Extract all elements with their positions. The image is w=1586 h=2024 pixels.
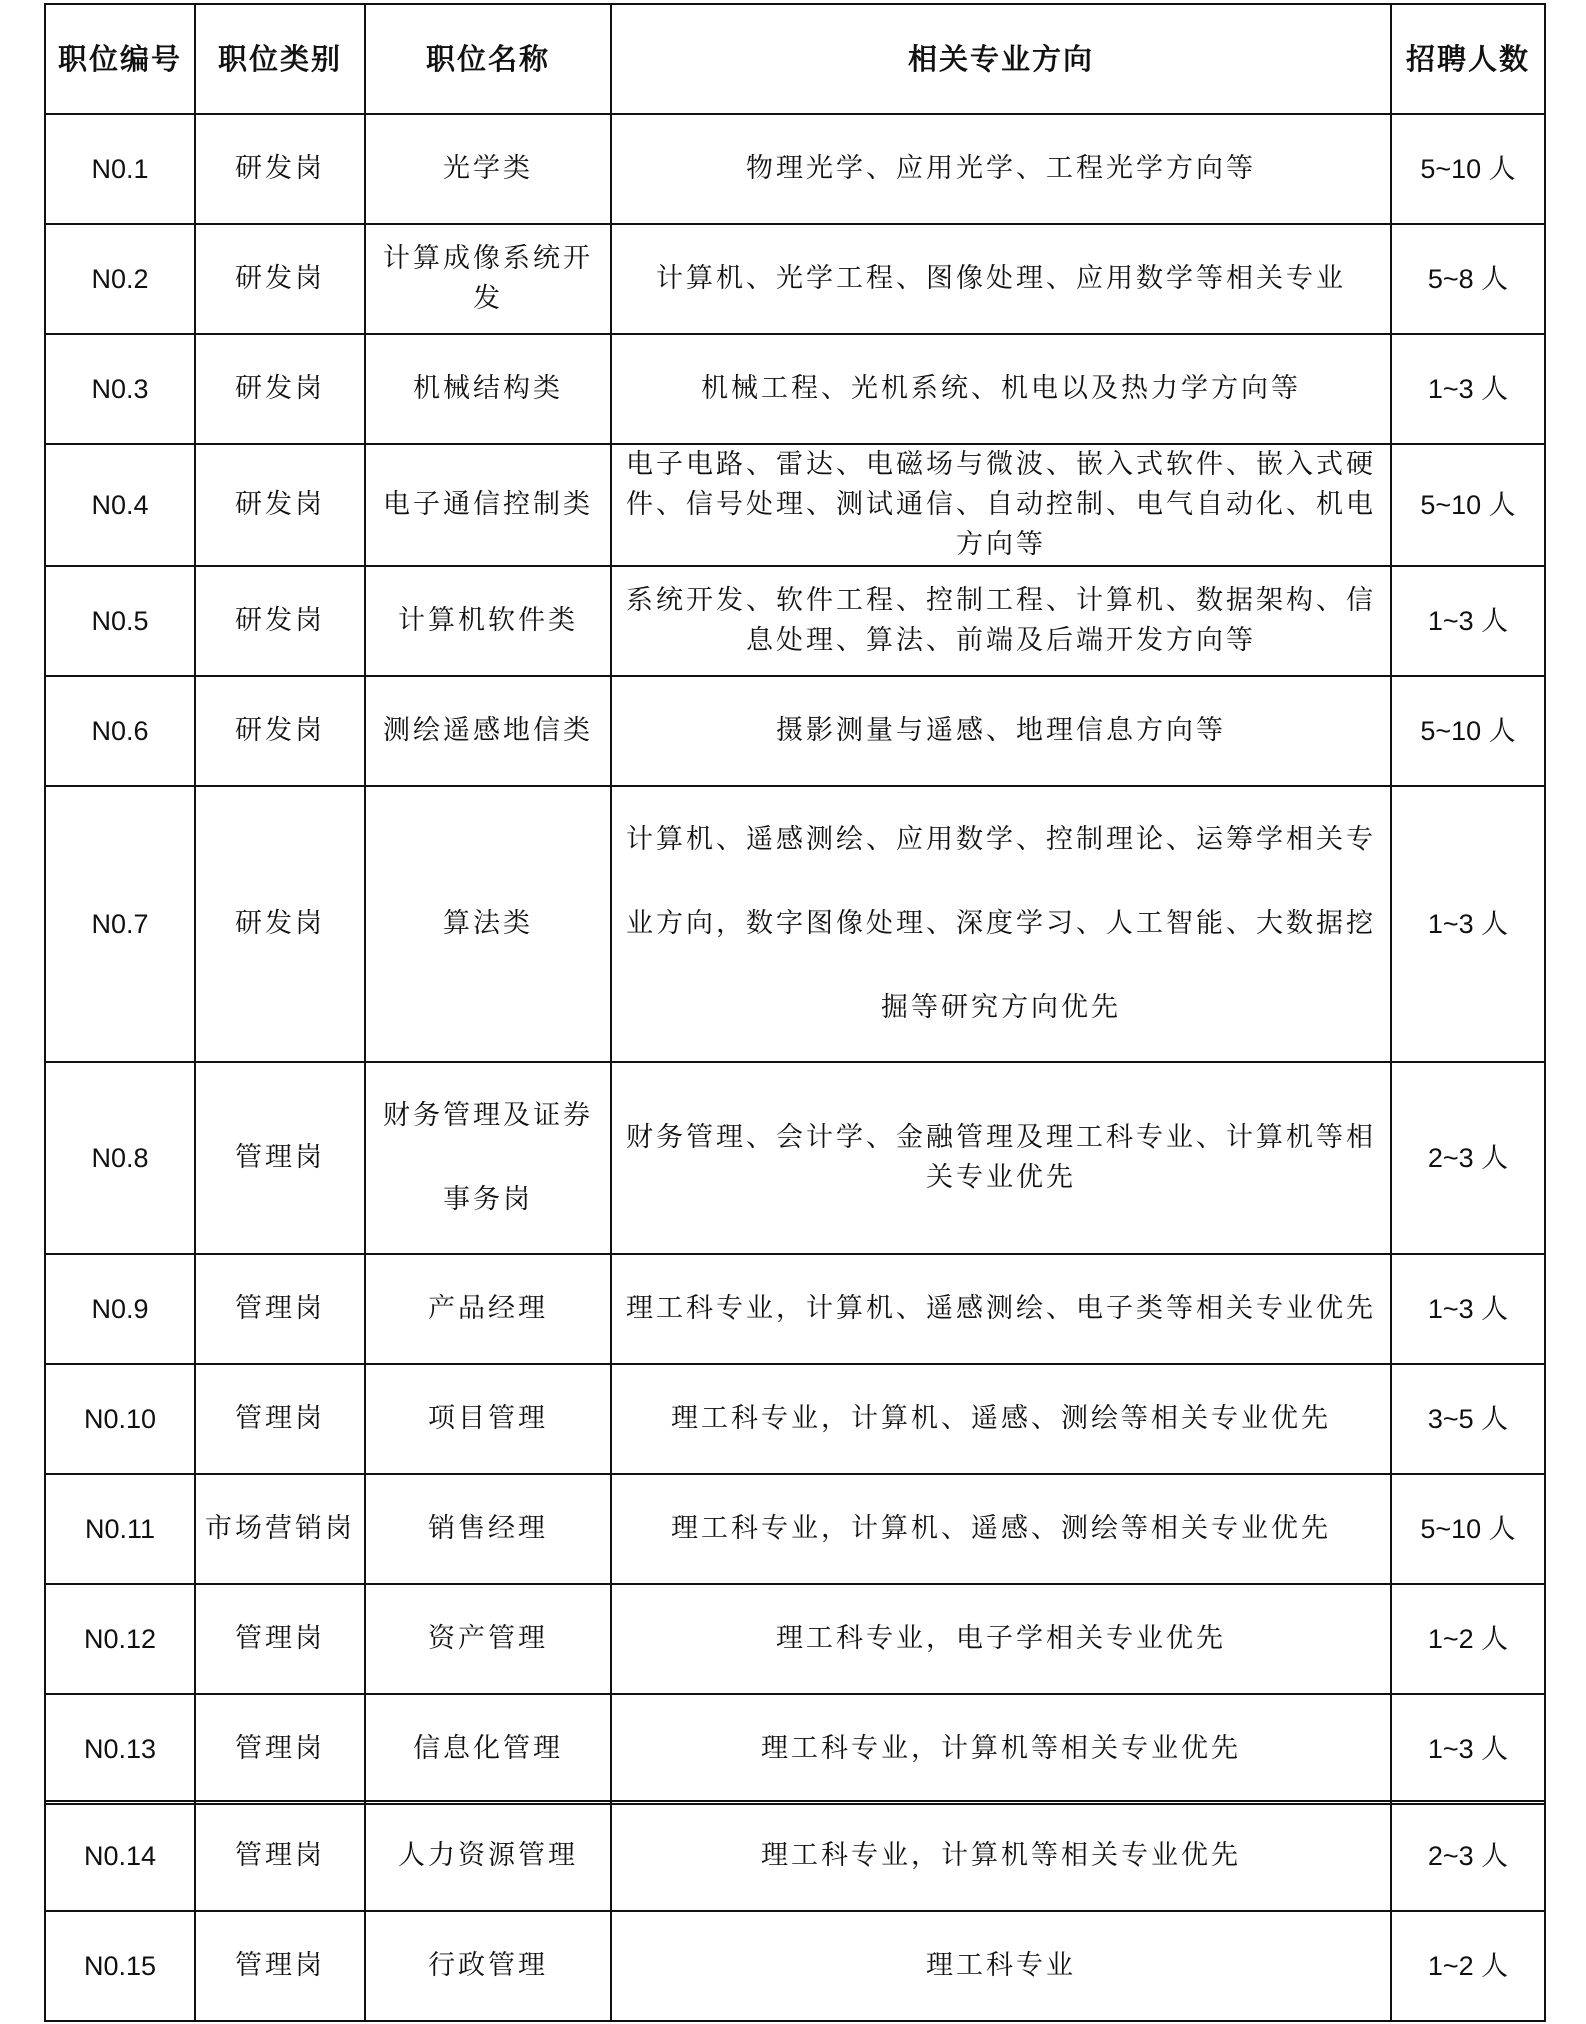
- hiring-count: 5~10 人: [1391, 676, 1545, 786]
- position-category: 研发岗: [195, 224, 365, 334]
- table-row: [45, 676, 1545, 786]
- related-majors: 理工科专业，电子学相关专业优先: [611, 1584, 1391, 1694]
- position-id: N0.7: [45, 786, 195, 1062]
- position-category: 市场营销岗: [195, 1474, 365, 1584]
- related-majors: 理工科专业: [611, 1911, 1391, 2021]
- related-majors: 理工科专业，计算机等相关专业优先: [611, 1801, 1391, 1911]
- related-majors: 计算机、光学工程、图像处理、应用数学等相关专业: [611, 224, 1391, 334]
- position-id: N0.1: [45, 114, 195, 224]
- header-related-majors: 相关专业方向: [611, 4, 1391, 114]
- hiring-count: 1~2 人: [1391, 1911, 1545, 2021]
- position-category: 研发岗: [195, 676, 365, 786]
- table-row: [45, 1694, 1545, 1804]
- position-category: 管理岗: [195, 1911, 365, 2021]
- hiring-count: 1~3 人: [1391, 786, 1545, 1062]
- hiring-count: 1~3 人: [1391, 1694, 1545, 1804]
- table-row: [45, 1062, 1545, 1254]
- related-majors: 理工科专业，计算机、遥感、测绘等相关专业优先: [611, 1474, 1391, 1584]
- table-row: [45, 114, 1545, 224]
- hiring-count: 1~3 人: [1391, 334, 1545, 444]
- header-position-category: 职位类别: [195, 4, 365, 114]
- position-id: N0.12: [45, 1584, 195, 1694]
- position-category: 研发岗: [195, 444, 365, 566]
- header-hiring-count: 招聘人数: [1391, 4, 1545, 114]
- position-id: N0.5: [45, 566, 195, 676]
- position-id: N0.4: [45, 444, 195, 566]
- positions-table: [44, 3, 1546, 1805]
- hiring-count: 5~8 人: [1391, 224, 1545, 334]
- position-name: 计算机软件类: [365, 566, 611, 676]
- position-name: 机械结构类: [365, 334, 611, 444]
- related-majors: 理工科专业，计算机、遥感测绘、电子类等相关专业优先: [611, 1254, 1391, 1364]
- hiring-count: 3~5 人: [1391, 1364, 1545, 1474]
- table-row: [45, 1911, 1545, 2021]
- position-category: 管理岗: [195, 1062, 365, 1254]
- position-name: 项目管理: [365, 1364, 611, 1474]
- hiring-count: 5~10 人: [1391, 114, 1545, 224]
- table-row: [45, 1364, 1545, 1474]
- position-id: N0.13: [45, 1694, 195, 1804]
- related-majors: 物理光学、应用光学、工程光学方向等: [611, 114, 1391, 224]
- table-row: [45, 1254, 1545, 1364]
- position-id: N0.11: [45, 1474, 195, 1584]
- header-row: [45, 4, 1545, 114]
- table-row: [45, 334, 1545, 444]
- position-name: 销售经理: [365, 1474, 611, 1584]
- related-majors: 财务管理、会计学、金融管理及理工科专业、计算机等相关专业优先: [611, 1062, 1391, 1254]
- position-name: 光学类: [365, 114, 611, 224]
- position-name: 人力资源管理: [365, 1801, 611, 1911]
- related-majors: 摄影测量与遥感、地理信息方向等: [611, 676, 1391, 786]
- position-id: N0.14: [45, 1801, 195, 1911]
- table-row: [45, 786, 1545, 1062]
- related-majors: 电子电路、雷达、电磁场与微波、嵌入式软件、嵌入式硬件、信号处理、测试通信、自动控制、电气自动化、机电方向等: [611, 444, 1391, 566]
- position-id: N0.10: [45, 1364, 195, 1474]
- position-id: N0.8: [45, 1062, 195, 1254]
- position-name: 算法类: [365, 786, 611, 1062]
- related-majors: 机械工程、光机系统、机电以及热力学方向等: [611, 334, 1391, 444]
- position-category: 管理岗: [195, 1584, 365, 1694]
- hiring-count: 1~3 人: [1391, 566, 1545, 676]
- position-name: 行政管理: [365, 1911, 611, 2021]
- position-category: 研发岗: [195, 786, 365, 1062]
- header-position-id: 职位编号: [45, 4, 195, 114]
- table-row: [45, 1584, 1545, 1694]
- related-majors: 系统开发、软件工程、控制工程、计算机、数据架构、信息处理、算法、前端及后端开发方向等: [611, 566, 1391, 676]
- hiring-count: 5~10 人: [1391, 1474, 1545, 1584]
- position-name: 电子通信控制类: [365, 444, 611, 566]
- related-majors: 理工科专业，计算机、遥感、测绘等相关专业优先: [611, 1364, 1391, 1474]
- position-id: N0.2: [45, 224, 195, 334]
- table-row: [45, 444, 1545, 566]
- table-row: [45, 566, 1545, 676]
- position-id: N0.6: [45, 676, 195, 786]
- position-name: 产品经理: [365, 1254, 611, 1364]
- position-name: 资产管理: [365, 1584, 611, 1694]
- hiring-count: 2~3 人: [1391, 1801, 1545, 1911]
- position-name: 计算成像系统开发: [365, 224, 611, 334]
- position-category: 管理岗: [195, 1364, 365, 1474]
- table-row: [45, 224, 1545, 334]
- table-row: [45, 1474, 1545, 1584]
- position-id: N0.9: [45, 1254, 195, 1364]
- related-majors: 计算机、遥感测绘、应用数学、控制理论、运筹学相关专业方向，数字图像处理、深度学习、人工智能、大数据挖掘等研究方向优先: [611, 786, 1391, 1062]
- position-name: 信息化管理: [365, 1694, 611, 1804]
- positions-table-continued: [44, 1800, 1546, 2022]
- position-category: 管理岗: [195, 1694, 365, 1804]
- position-name: 测绘遥感地信类: [365, 676, 611, 786]
- position-category: 研发岗: [195, 334, 365, 444]
- position-id: N0.3: [45, 334, 195, 444]
- table-row: [45, 1801, 1545, 1911]
- hiring-count: 5~10 人: [1391, 444, 1545, 566]
- hiring-count: 1~3 人: [1391, 1254, 1545, 1364]
- position-category: 管理岗: [195, 1801, 365, 1911]
- position-name: 财务管理及证券事务岗: [365, 1062, 611, 1254]
- position-id: N0.15: [45, 1911, 195, 2021]
- hiring-count: 1~2 人: [1391, 1584, 1545, 1694]
- header-position-name: 职位名称: [365, 4, 611, 114]
- position-category: 研发岗: [195, 114, 365, 224]
- position-category: 管理岗: [195, 1254, 365, 1364]
- hiring-count: 2~3 人: [1391, 1062, 1545, 1254]
- related-majors: 理工科专业，计算机等相关专业优先: [611, 1694, 1391, 1804]
- position-category: 研发岗: [195, 566, 365, 676]
